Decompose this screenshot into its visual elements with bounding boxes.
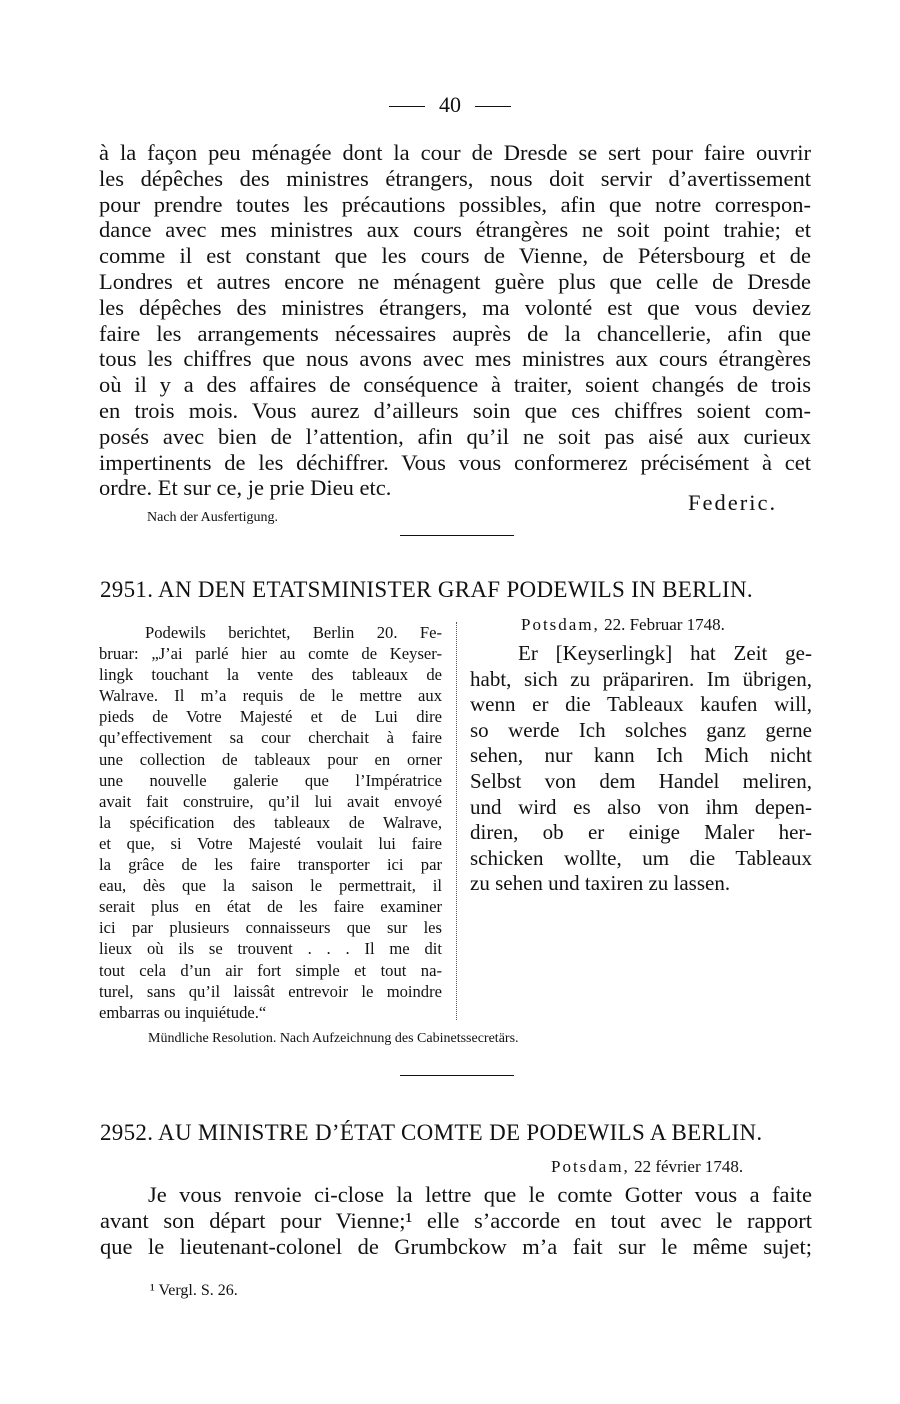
report-line: Podewils berichtet, Berlin 20. Fe-: [145, 623, 442, 642]
report-line: Walrave. Il m’a requis de le mettre aux: [99, 686, 442, 706]
report-line: une nouvelle galerie que l’Impératrice: [99, 770, 442, 790]
letter-2951-source-note: Mündliche Resolution. Nach Aufzeichnung des Cabinetssecretärs.: [148, 1031, 519, 1046]
resolution-line: diren, ob er einige Maler her-: [470, 820, 812, 845]
intro-line: pour prendre toutes les précautions possibles, afin que notre correspon-: [99, 191, 811, 217]
intro-line: où il y a des affaires de conséquence à traiter, soient changés de trois: [99, 372, 811, 398]
intro-line: Londres et autres encore ne ménagent guère plus que celle de Dresde: [99, 268, 811, 294]
footnote: ¹ Vergl. S. 26.: [150, 1282, 238, 1299]
resolution-line: wenn er die Tableaux kaufen will,: [470, 692, 812, 717]
letter-2952-heading: 2952. AU MINISTRE D’ÉTAT COMTE DE PODEWILS A BERLIN.: [100, 1120, 763, 1145]
page-number-text: 40: [439, 92, 461, 117]
resolution-line: und wird es also von ihm depen-: [470, 794, 812, 819]
report-line: avait fait construire, qu’il lui avait envoyé: [99, 791, 442, 811]
intro-line: posés avec bien de l’attention, afin qu’il ne soit pas aisé aux curieux: [99, 423, 811, 449]
report-line: ici par plusieurs connaisseurs que sur les: [99, 918, 442, 938]
page-number: [0, 92, 900, 118]
letter-2952-place: Potsdam,: [551, 1157, 630, 1176]
report-line: une collection de tableaux pour en orner: [99, 749, 442, 769]
report-line: embarras ou inquiétude.“: [99, 1002, 267, 1022]
letter-2951-heading: 2951. AN DEN ETATSMINISTER GRAF PODEWILS IN BERLIN.: [100, 577, 753, 602]
intro-paragraph: [99, 140, 811, 501]
intro-line: impertinents de les déchiffrer. Vous vous conformerez précisément à cet: [99, 449, 811, 475]
body-line: avant son départ pour Vienne;¹ elle s’accorde en tout avec le rapport: [100, 1208, 812, 1233]
resolution-line: so werde Ich solches ganz gerne: [470, 717, 812, 742]
report-line: la spécification des tableaux de Walrave,: [99, 812, 442, 832]
resolution-line: zu sehen und taxiren zu lassen.: [470, 871, 731, 896]
body-line: Je vous renvoie ci-close la lettre que le comte Gotter vous a faite: [148, 1182, 812, 1207]
intro-source-note: Nach der Ausfertigung.: [147, 510, 279, 525]
page-number-dash-right: [475, 106, 511, 107]
report-line: pieds de Votre Majesté et de Lui dire: [99, 707, 442, 727]
report-line: lingk touchant la vente des tableaux de: [99, 665, 442, 685]
resolution-line: sehen, nur kann Ich Mich nicht: [470, 743, 812, 768]
intro-line: ordre. Et sur ce, je prie Dieu etc.: [99, 475, 392, 501]
letter-2952-date: 22 février 1748.: [629, 1157, 744, 1176]
resolution-line: habt, sich zu präpariren. Im übrigen,: [470, 666, 812, 691]
intro-line: en trois mois. Vous aurez d’ailleurs soin que ces chiffres soient com-: [99, 397, 811, 423]
resolution-line: schicken wollte, um die Tableaux: [470, 845, 812, 870]
column-separator: [456, 622, 457, 1020]
letter-2952-body: [100, 1182, 812, 1260]
report-line: bruar: „J’ai parlé hier au comte de Keyser-: [99, 644, 442, 664]
signature: Federic.: [688, 490, 778, 515]
section-divider: [400, 1075, 514, 1076]
intro-line: à la façon peu ménagée dont la cour de Dresde se sert pour faire ouvrir: [99, 140, 811, 165]
report-line: turel, sans qu’il laissât entrevoir le moindre: [99, 981, 442, 1001]
letter-2951-place: Potsdam,: [521, 615, 600, 634]
page-number-dash-left: [389, 106, 425, 107]
section-divider: [400, 535, 514, 536]
report-line: serait plus en état de les faire examiner: [99, 897, 442, 917]
intro-line: comme il est constant que les cours de Vienne, de Pétersbourg et de: [99, 243, 811, 269]
letter-2951-date: 22. Februar 1748.: [599, 615, 725, 634]
resolution-line: Selbst von dem Handel meliren,: [470, 768, 812, 793]
intro-line: faire les arrangements nécessaires auprès de la chancellerie, afin que: [99, 320, 811, 346]
letter-2952-dateline: [551, 1157, 743, 1177]
report-line: qu’effectivement sa cour cherchait à faire: [99, 728, 442, 748]
report-line: lieux où ils se trouvent . . . Il me dit: [99, 939, 442, 959]
letter-2951-report: [99, 622, 442, 1023]
intro-line: tous les chiffres que nous avons avec mes ministres aux cours étrangères: [99, 346, 811, 372]
intro-line: les dépêches des ministres étrangers, nous doit servir d’avertissement: [99, 165, 811, 191]
report-line: tout cela d’un air fort simple et tout na-: [99, 960, 442, 980]
intro-line: dance avec mes ministres aux cours étrangères ne soit point trahie; et: [99, 217, 811, 243]
intro-line: les dépêches des ministres étrangers, ma volonté est que vous deviez: [99, 294, 811, 320]
letter-2951-dateline: [521, 615, 725, 635]
resolution-line: Er [Keyserlingk] hat Zeit ge-: [518, 641, 812, 665]
body-line: que le lieutenant-colonel de Grumbckow m’a fait sur le même sujet;: [100, 1234, 812, 1259]
report-line: et que, si Votre Majesté voulait lui faire: [99, 833, 442, 853]
letter-2951-resolution: [470, 641, 812, 897]
report-line: la grâce de les faire transporter ici par: [99, 855, 442, 875]
report-line: eau, dès que la saison le permettrait, il: [99, 876, 442, 896]
